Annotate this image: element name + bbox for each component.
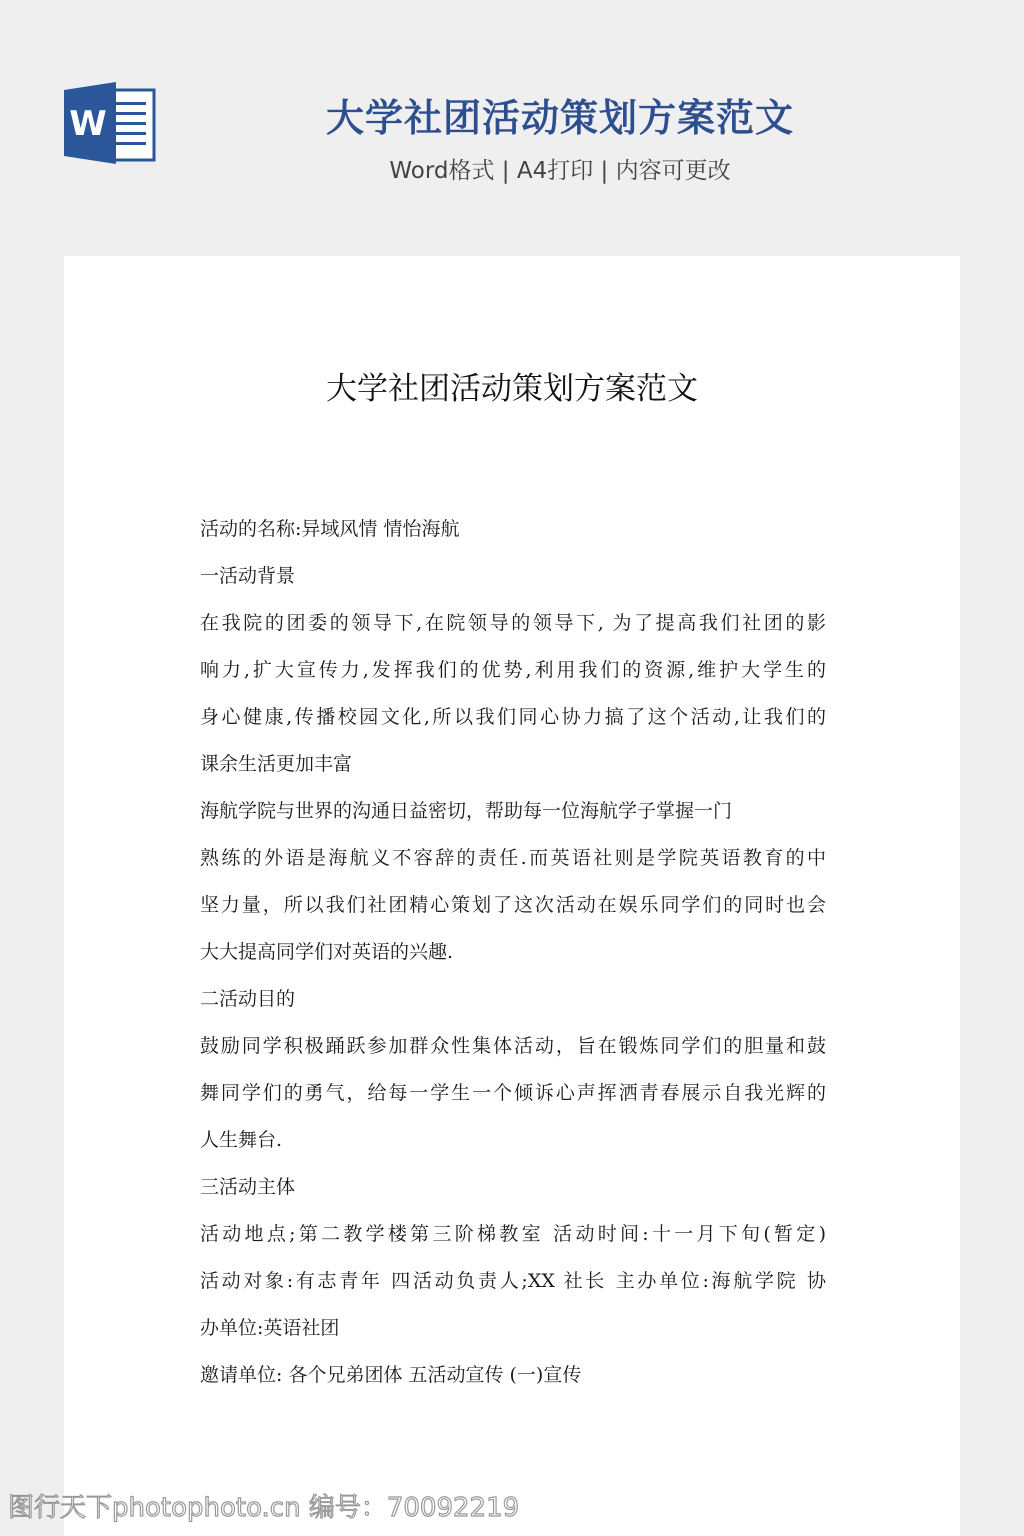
document-line: 活动的名称:异域风情 情怡海航 [200, 518, 460, 540]
header-subtitle: Word格式 | A4打印 | 内容可更改 [389, 158, 731, 184]
document-line: 在我院的团委的领导下,在院领导的领导下, 为了提高我们社团的影 [200, 612, 826, 634]
document-line: 二活动目的 [200, 988, 296, 1010]
page-header [0, 0, 1024, 256]
document-line: 邀请单位: 各个兄弟团体 五活动宣传 (一)宣传 [200, 1364, 582, 1386]
document-line: 活动地点;第二教学楼第三阶梯教室 活动时间:十一月下旬(暂定) [200, 1223, 826, 1245]
document-title: 大学社团活动策划方案范文 [326, 371, 698, 407]
document-line: 办单位:英语社团 [200, 1317, 340, 1339]
document-line: 大大提高同学们对英语的兴趣. [200, 941, 454, 963]
document-line: 课余生活更加丰富 [200, 753, 353, 775]
document-page [64, 256, 960, 1536]
document-line: 活动对象:有志青年 四活动负责人;XX 社长 主办单位:海航学院 协 [200, 1270, 826, 1292]
svg-text:W: W [69, 104, 107, 144]
document-line: 三活动主体 [200, 1176, 296, 1198]
document-line: 鼓励同学积极踊跃参加群众性集体活动，旨在锻炼同学们的胆量和鼓 [200, 1035, 826, 1057]
document-line: 海航学院与世界的沟通日益密切，帮助每一位海航学子掌握一门 [200, 800, 733, 822]
document-line: 一活动背景 [200, 565, 296, 587]
document-line: 响力,扩大宣传力,发挥我们的优势,利用我们的资源,维护大学生的 [200, 659, 826, 681]
document-body [200, 508, 826, 1401]
document-line: 熟练的外语是海航义不容辞的责任.而英语社则是学院英语教育的中 [200, 847, 826, 869]
header-title: 大学社团活动策划方案范文 [325, 96, 794, 140]
document-line: 人生舞台. [200, 1129, 283, 1151]
word-document-icon [64, 82, 156, 164]
document-line: 身心健康,传播校园文化,所以我们同心协力搞了这个活动,让我们的 [200, 706, 826, 728]
watermark-text: 图行天下photophoto.cn 编号：70092219 [8, 1493, 520, 1523]
document-line: 舞同学们的勇气，给每一学生一个倾诉心声挥洒青春展示自我光辉的 [200, 1082, 826, 1104]
document-line: 坚力量，所以我们社团精心策划了这次活动在娱乐同学们的同时也会 [200, 894, 826, 916]
